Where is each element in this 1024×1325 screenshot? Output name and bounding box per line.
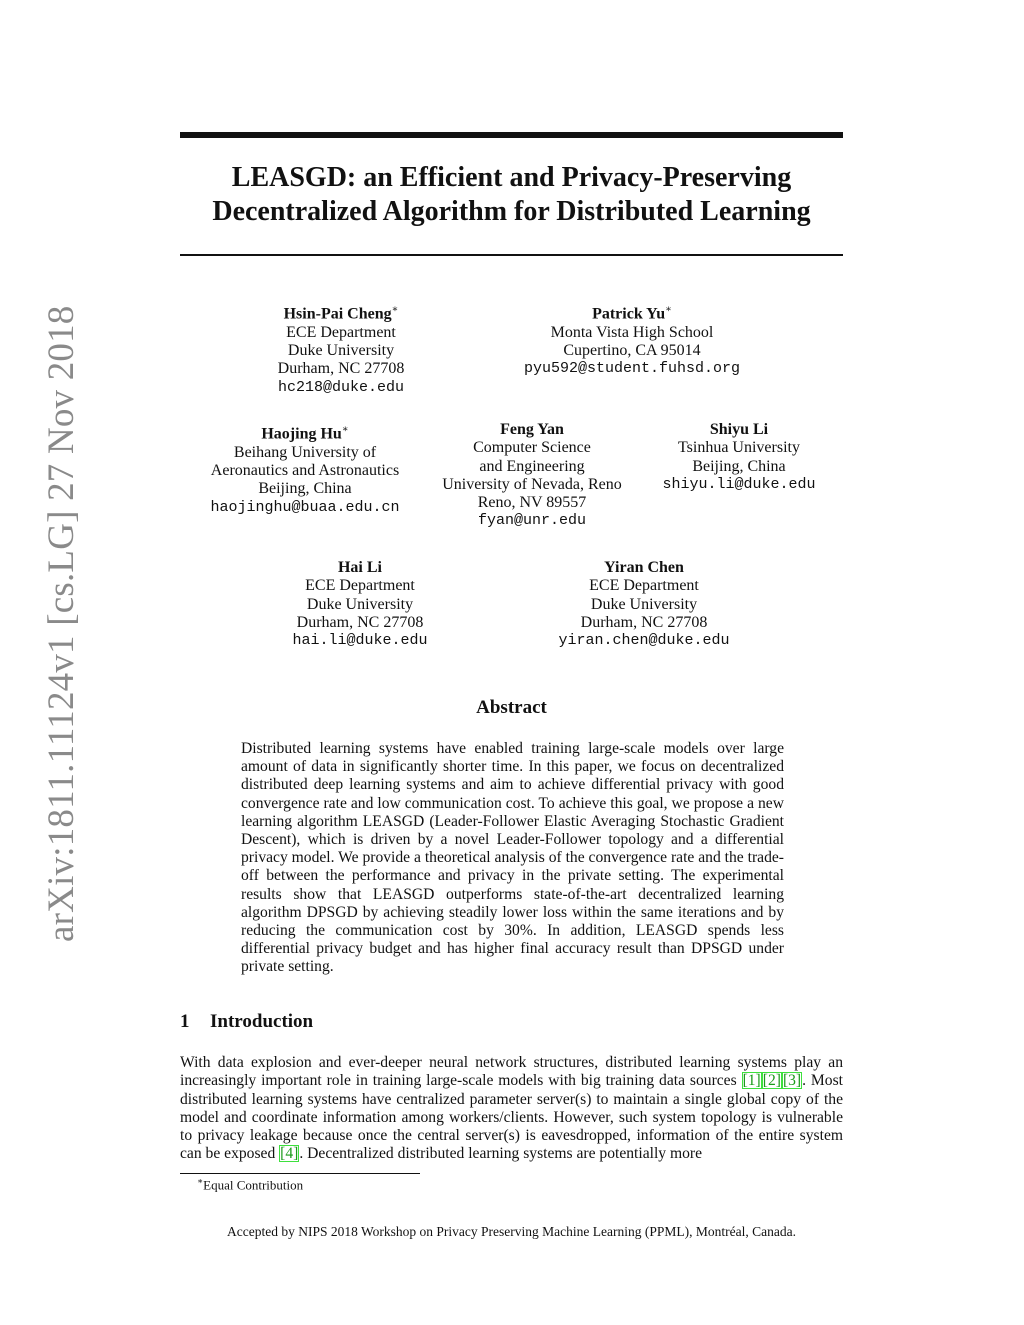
arxiv-side-stamp: arXiv:1811.11124v1 [cs.LG] 27 Nov 2018 [41, 305, 82, 942]
author-block [190, 421, 420, 517]
author-affiliation: Beijing, China [258, 480, 352, 498]
author-block [422, 421, 642, 531]
author-affiliation: Reno, NV 89557 [477, 494, 587, 512]
author-block [241, 301, 441, 397]
footnote-rule [180, 1173, 420, 1174]
author-email: shiyu.li@duke.edu [662, 475, 816, 493]
author-name: Hai Li [337, 559, 382, 576]
author-affiliation: Durham, NC 27708 [296, 613, 424, 631]
author-email: hc218@duke.edu [277, 378, 405, 396]
abstract-heading: Abstract [476, 697, 547, 718]
paper-title [180, 161, 843, 229]
author-affiliation: Tsinhua University [678, 439, 800, 457]
intro-paragraph: With data explosion and ever-deeper neural network structures, distributed learning systems play an increasingly important role in training large-scale models with big training data sources [1] [2] [3]. Most distributed learning systems have centralized parameter server(s) to maintain a single global copy of the model and coordinate information among workers/clients. However, such system topology is vulnerable to privacy leakage because once the central server(s) is eavesdropped, information of the entire system can be exposed [4]. Decentralized distributed learning systems are potentially more [180, 1054, 843, 1163]
author-affiliation: ECE Department [589, 577, 699, 595]
author-name: Hsin-Pai Cheng∗ [283, 304, 399, 323]
author-block [492, 301, 772, 379]
author-affiliation: ECE Department [305, 577, 415, 595]
section-heading [180, 1011, 313, 1033]
author-affiliation: Beijing, China [692, 457, 786, 475]
author-affiliation: and Engineering [479, 457, 585, 475]
author-name: Shiyu Li [709, 421, 769, 438]
footnote-mark: ∗ [197, 1176, 204, 1186]
author-name: Haojing Hu∗ [261, 424, 349, 443]
footnote [197, 1176, 303, 1193]
author-affiliation: Beihang University of [233, 443, 377, 461]
title-line-1: LEASGD: an Efficient and Privacy-Preserving [231, 162, 792, 193]
author-affiliation: Duke University [306, 595, 414, 613]
author-affiliation: Cupertino, CA 95014 [563, 341, 701, 359]
author-affiliation: Aeronautics and Astronautics [210, 461, 400, 479]
author-affiliation: ECE Department [286, 323, 396, 341]
author-affiliation: University of Nevada, Reno [442, 475, 622, 493]
title-top-rule [180, 132, 843, 138]
author-name: Yiran Chen [604, 559, 684, 576]
author-block [544, 559, 744, 650]
author-email: yiran.chen@duke.edu [558, 632, 730, 650]
author-affiliation: Durham, NC 27708 [277, 360, 405, 378]
author-email: pyu592@student.fuhsd.org [523, 360, 741, 378]
author-affiliation: Duke University [590, 595, 698, 613]
author-email: hai.li@duke.edu [292, 632, 428, 650]
abstract-text: Distributed learning systems have enabled training large-scale models over large amount of data in significantly shorter time. In this paper, we focus on decentralized distributed deep learning systems and aim to achieve differential privacy with good convergence rate and low communication cost. To achieve this goal, we propose a new learning algorithm LEASGD (Leader-Follower Elastic Averaging Stochastic Gradient Descent), which is driven by a novel Leader-Follower topology and a differential privacy model. We provide a theoretical analysis of the convergence rate and the trade-off between the performance and privacy in the private setting. The experimental results show that LEASGD outperforms state-of-the-art decentralized learning algorithm DPSGD by achieving steadily lower loss within the same iterations and by reducing the communication cost by 30%. In addition, LEASGD spends less differential privacy budget and has higher final accuracy result than DPSGD under private setting. [241, 740, 784, 976]
title-bottom-rule [180, 254, 843, 256]
section-title: Introduction [210, 1011, 314, 1032]
author-block [644, 421, 834, 494]
footnote-text: Equal Contribution [203, 1177, 304, 1193]
author-block [270, 559, 450, 650]
author-affiliation: Duke University [287, 341, 395, 359]
author-affiliation: Durham, NC 27708 [580, 613, 708, 631]
author-email: fyan@unr.edu [477, 512, 587, 530]
citation-link[interactable]: [2] [762, 1072, 781, 1090]
citation-link[interactable]: [3] [782, 1072, 802, 1090]
section-number: 1 [180, 1011, 190, 1032]
title-line-2: Decentralized Algorithm for Distributed Learning [212, 196, 811, 227]
author-name: Feng Yan [500, 421, 564, 438]
author-affiliation: Monta Vista High School [550, 323, 714, 341]
citation-link[interactable]: [4] [280, 1145, 299, 1163]
author-affiliation: Computer Science [473, 439, 591, 457]
venue-footer: Accepted by NIPS 2018 Workshop on Privacy Preserving Machine Learning (PPML), Montréal, Canada. [227, 1224, 796, 1239]
citation-link[interactable]: [1] [742, 1072, 761, 1090]
author-name: Patrick Yu∗ [592, 304, 672, 323]
author-email: haojinghu@buaa.edu.cn [210, 498, 400, 516]
